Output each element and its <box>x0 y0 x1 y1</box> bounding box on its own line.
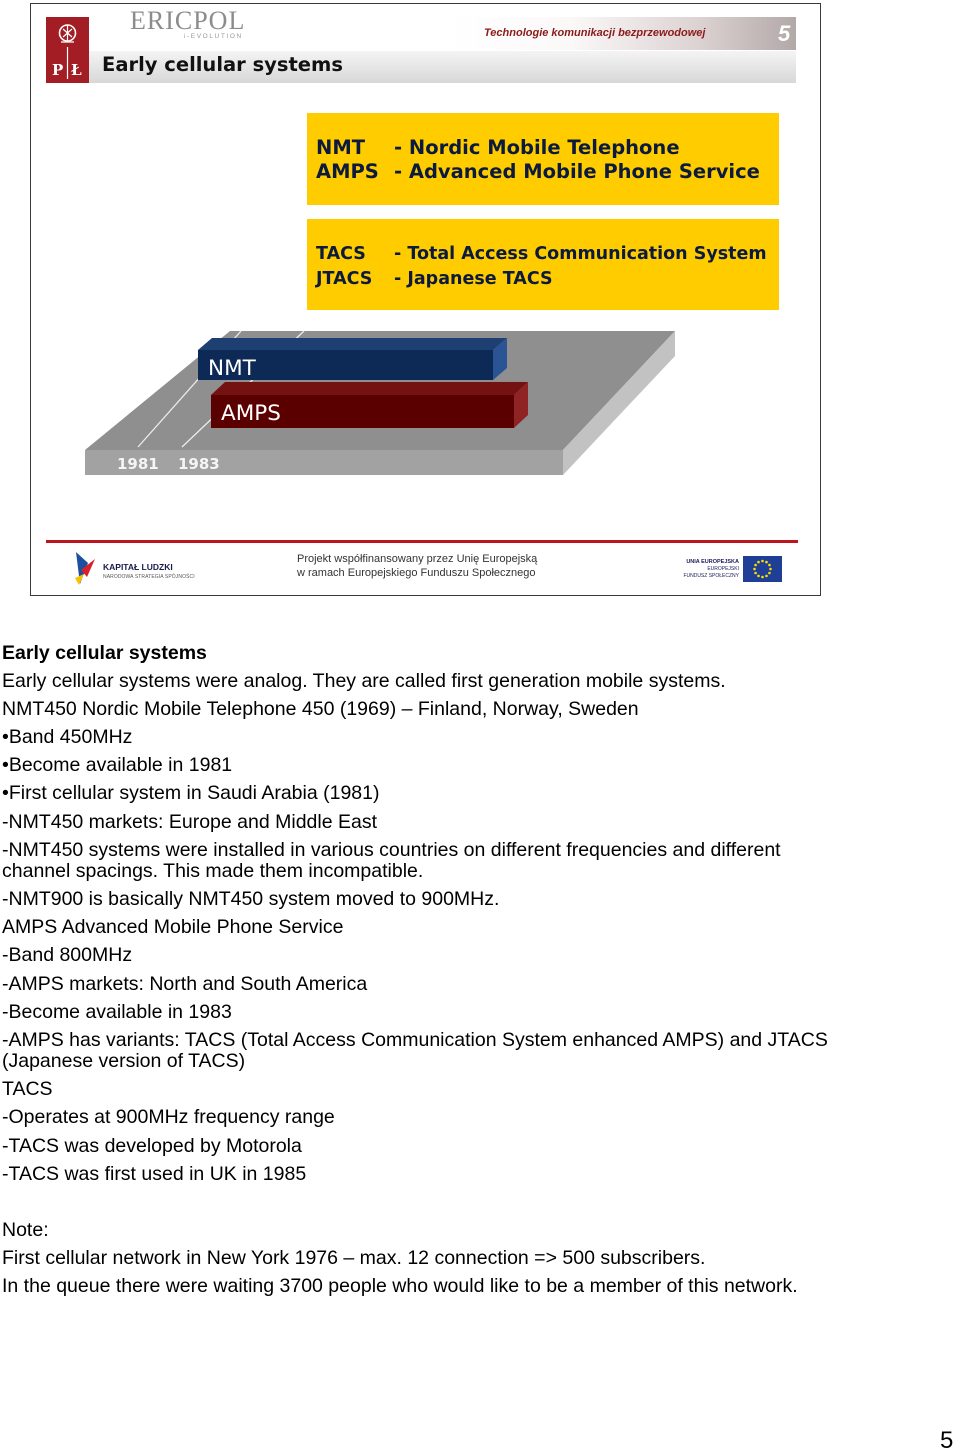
notes-paragraph <box>2 1030 952 1072</box>
notes-paragraph <box>2 917 952 938</box>
notes-paragraph <box>2 1164 952 1185</box>
eu-logo-line: EUROPEJSKI <box>707 565 739 572</box>
funding-line: w ramach Europejskiego Funduszu Społecznego <box>297 567 536 579</box>
notes-line: -Band 800MHz <box>2 944 133 967</box>
acronym-abbr: AMPS <box>316 160 379 183</box>
notes-paragraph <box>2 889 952 910</box>
notes-bullet <box>2 727 952 748</box>
notes-paragraph <box>2 812 952 833</box>
notes-line: AMPS Advanced Mobile Phone Service <box>2 916 344 939</box>
eu-star <box>757 575 760 578</box>
notes-line: -AMPS has variants: TACS (Total Access Communication System enhanced AMPS) and JTACS <box>2 1028 828 1051</box>
kapital-ludzki-logo-title: KAPITAŁ LUDZKI <box>103 562 173 572</box>
amps-bar-top-face <box>211 382 528 395</box>
notes-line: (Japanese version of TACS) <box>2 1049 246 1072</box>
notes-line: -AMPS markets: North and South America <box>2 972 368 995</box>
amps-bar-label: AMPS <box>221 401 281 426</box>
eu-star <box>765 575 768 578</box>
acronym-description: - Nordic Mobile Telephone <box>394 136 680 159</box>
notes-line: Early cellular systems were analog. They are called first generation mobile systems. <box>2 669 726 692</box>
year-label: 1983 <box>178 455 220 473</box>
notes-section <box>2 643 952 1305</box>
eu-star <box>754 572 757 575</box>
acronym-abbr: TACS <box>316 244 366 264</box>
university-logo-letter-p: P <box>52 61 64 79</box>
acronym-box-tacs-jtacs <box>307 219 779 310</box>
notes-bullet <box>2 755 952 776</box>
notes-paragraph <box>2 974 952 995</box>
timeline-diagram <box>0 320 700 480</box>
eu-star <box>765 561 768 564</box>
eu-star <box>761 576 764 579</box>
year-label: 1981 <box>117 455 159 473</box>
funding-line: Projekt współfinansowany przez Unię Europejską <box>297 553 538 565</box>
notes-line: -Operates at 900MHz frequency range <box>2 1106 335 1129</box>
footer-rule <box>46 540 798 543</box>
funding-statement <box>297 552 537 580</box>
kapital-ludzki-logo-icon <box>73 550 97 586</box>
notes-paragraph <box>2 1079 952 1100</box>
notes-blank-line <box>2 1192 952 1213</box>
notes-line: •Band 450MHz <box>2 726 133 749</box>
notes-paragraph <box>2 945 952 966</box>
eu-star <box>768 572 771 575</box>
notes-line: -NMT900 is basically NMT450 system moved to 900MHz. <box>2 888 500 910</box>
course-title: Technologie komunikacji bezprzewodowej <box>484 27 706 39</box>
note-label: Note: <box>2 1219 49 1242</box>
eu-star <box>761 560 764 563</box>
eu-logo-line: FUNDUSZ SPOŁECZNY <box>683 572 739 579</box>
notes-paragraph <box>2 671 952 692</box>
notes-paragraph <box>2 1107 952 1128</box>
notes-line: -NMT450 markets: Europe and Middle East <box>2 810 377 833</box>
slide-number: 5 <box>778 21 791 46</box>
notes-paragraph <box>2 1136 952 1157</box>
notes-line: -TACS was first used in UK in 1985 <box>2 1162 307 1185</box>
notes-line: NMT450 Nordic Mobile Telephone 450 (1969) – Finland, Norway, Sweden <box>2 697 639 720</box>
notes-line: -TACS was developed by Motorola <box>2 1134 302 1157</box>
notes-bullet <box>2 783 952 804</box>
eu-star <box>754 564 757 567</box>
acronym-abbr: JTACS <box>316 269 373 289</box>
acronym-abbr: NMT <box>316 136 366 159</box>
notes-line: TACS <box>2 1078 53 1101</box>
note-line: In the queue there were waiting 3700 people who would like to be a member of this network. <box>2 1275 798 1298</box>
notes-line: -NMT450 systems were installed in various countries on different frequencies and different <box>2 838 781 861</box>
university-logo <box>46 17 89 83</box>
eu-logo-text <box>676 559 739 580</box>
ericpol-logo: ERICPOL <box>130 6 246 35</box>
slide <box>0 0 960 600</box>
notes-paragraph <box>2 1002 952 1023</box>
kapital-ludzki-logo-subtitle: NARODOWA STRATEGIA SPÓJNOŚCI <box>103 573 195 580</box>
university-logo-letter-l: Ł <box>71 61 82 79</box>
acronym-description: - Total Access Communication System <box>394 244 767 264</box>
nmt-bar-top-face <box>198 338 507 350</box>
eu-logo-line: UNIA EUROPEJSKA <box>686 558 739 565</box>
notes-paragraph <box>2 840 952 882</box>
acronym-box-nmt-amps <box>307 113 779 205</box>
eu-flag-icon <box>743 556 782 582</box>
slide-title: Early cellular systems <box>102 53 343 76</box>
note-line: First cellular network in New York 1976 – max. 12 connection => 500 subscribers. <box>2 1247 706 1270</box>
eu-star <box>753 568 756 571</box>
notes-line: •First cellular system in Saudi Arabia (1981) <box>2 782 380 805</box>
eu-star <box>769 568 772 571</box>
ericpol-logo-tagline: i-EVOLUTION <box>184 33 243 40</box>
notes-line: -Become available in 1983 <box>2 1000 232 1023</box>
notes-line: channel spacings. This made them incompatible. <box>2 859 424 882</box>
acronym-description: - Japanese TACS <box>394 269 553 289</box>
eu-star <box>768 564 771 567</box>
acronym-description: - Advanced Mobile Phone Service <box>394 160 760 183</box>
notes-line: •Become available in 1981 <box>2 754 233 777</box>
notes-paragraph <box>2 699 952 720</box>
page-number: 5 <box>940 1427 954 1454</box>
eu-star <box>757 561 760 564</box>
nmt-bar-label: NMT <box>208 356 256 381</box>
notes-title: Early cellular systems <box>2 641 207 664</box>
